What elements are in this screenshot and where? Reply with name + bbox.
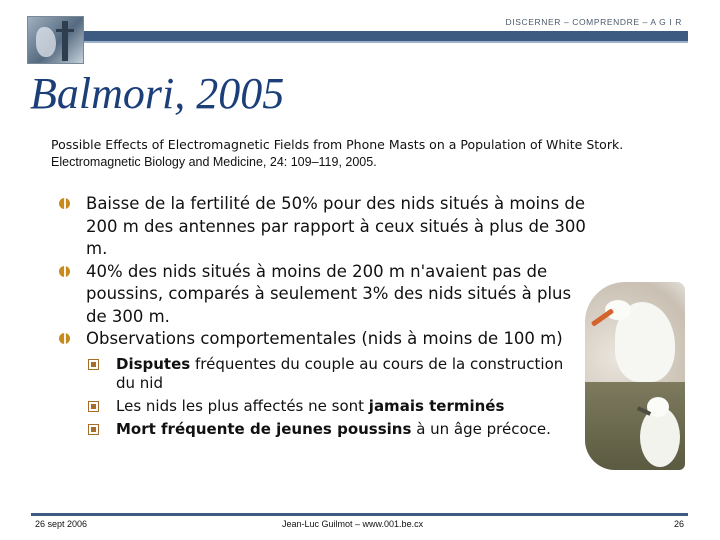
sub-bullet-list [116,355,586,439]
slide-title: Balmori, 2005 [30,69,285,118]
sub-bullet-text: Les nids les plus affectés ne sont [116,396,369,415]
bullet-list [58,193,588,443]
sub-bullet-icon [88,401,99,412]
sub-bullet-item [116,355,586,393]
sub-bullet-icon [88,359,99,370]
footer-bar [31,513,688,516]
sub-bullet-item [116,420,586,439]
bullet-icon [59,266,70,277]
reference-source: Electromagnetic Biology and Medicine, 24: 109–119, 2005. [51,155,377,169]
bullet-icon [59,333,70,344]
bullet-text: Observations comportementales (nids à moins de 100 m) [86,329,563,348]
sub-bullet-strong: jamais terminés [368,396,505,415]
bullet-item [58,261,588,329]
header-bar [84,31,688,41]
bullet-icon [59,198,70,209]
sub-bullet-strong: Disputes [116,354,191,373]
sub-bullet-item [116,397,586,416]
footer-page-number: 26 [674,519,685,529]
bullet-text: 40% des nids situés à moins de 200 m n'avaient pas de poussins, comparés à seulement 3% des nids situés à plus de 300 m. [86,261,572,326]
reference-citation [51,136,671,171]
bullet-text: Baisse de la fertilité de 50% pour des nids situés à moins de 200 m des antennes par rapport à ceux situés à plus de 300 m. [86,194,586,258]
sub-bullet-text: fréquentes du couple au cours de la construction du nid [116,354,564,392]
reference-article-title: Possible Effects of Electromagnetic Fields from Phone Masts on a Population of White Stork. [51,137,624,152]
header-bar-accent [84,41,688,43]
bullet-item [58,193,588,261]
footer-date: 26 sept 2006 [35,519,88,529]
bullet-item [58,328,588,351]
stork-photo [585,282,685,470]
sub-bullet-text: à un âge précoce. [411,419,551,438]
header-tagline: DISCERNER – COMPRENDRE – A G I R [505,17,682,27]
logo-image [27,16,84,64]
footer-author: Jean-Luc Guilmot – www.001.be.cx [282,519,424,529]
sub-bullet-icon [88,424,99,435]
sub-bullet-strong: Mort fréquente de jeunes poussins [116,419,412,438]
